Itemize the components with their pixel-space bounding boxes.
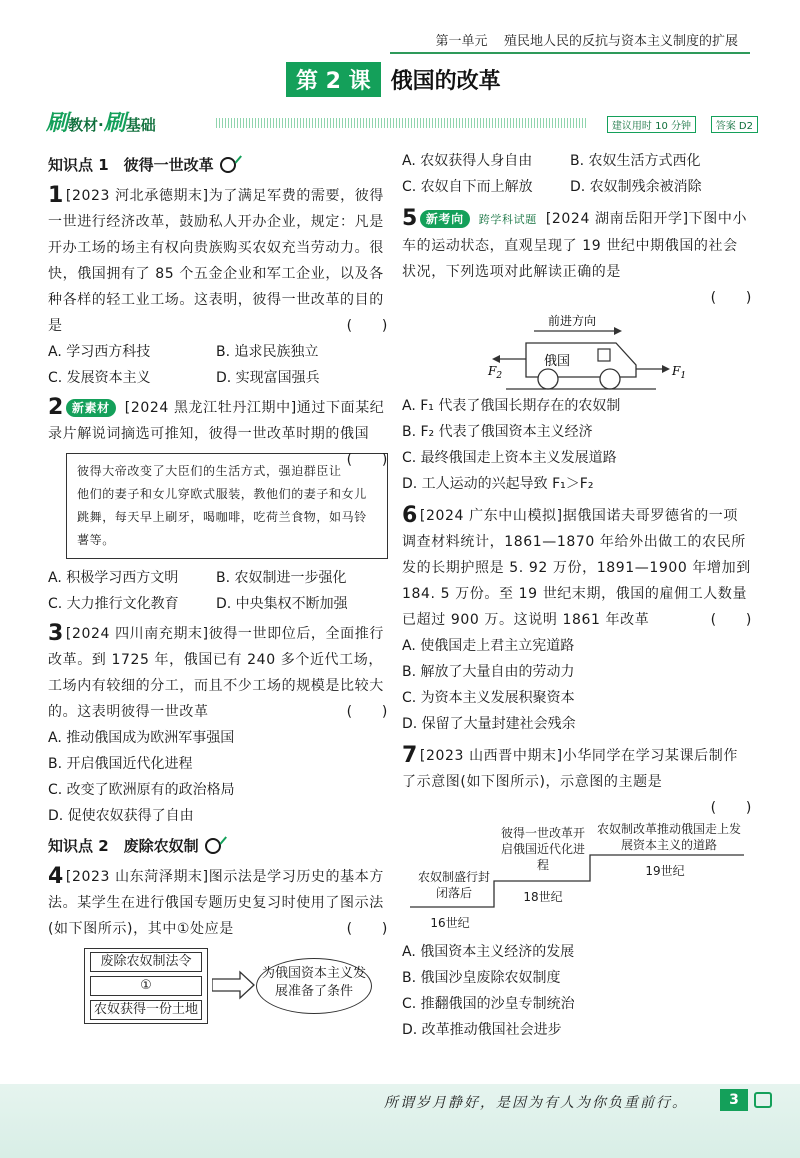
f2-label: $F_2$ [488,364,503,381]
quote-box: 彼得大帝改变了大臣们的生活方式，强迫群臣让他们的妻子和女儿穿欧式服装，教他们的妻子和女儿跳舞，每天早上刷牙，喝咖啡，吃荷兰食物，如马铃薯等。 [66,453,388,559]
option[interactable]: D. 改革推动俄国社会进步 [402,1022,562,1038]
f1-arrowhead-icon [662,365,670,373]
answer-blank: ( ) [346,452,388,468]
answer-blank: ( ) [710,612,752,628]
question-text: [2023 河北承德期末]为了满足军费的需要，彼得一世进行经济改革，鼓励私人开办企业，规定：凡是开办工场的场主有权向贵族购买农奴充当劳动力。很快，俄国拥有了 85 个五金企业和军工企业，以及各种各样的轻工业工场。这表明，彼得一世改革的目的是 [48,188,384,334]
question-text: [2024 黑龙江牡丹江期中]通过下面某纪录片解说词摘选可推知，彼得一世改革时期的俄国 [48,400,385,442]
question-1-options [48,339,388,391]
brand-logo: 刷教材·刷基础 [46,111,156,136]
target-icon [205,838,221,854]
option[interactable]: D. 中央集权不断加强 [216,596,348,612]
option[interactable]: B. F₂ 代表了俄国资本主义经济 [402,424,593,440]
new-direction-tag: 新考向 [420,210,470,228]
answer-blank: ( ) [710,290,752,306]
option[interactable]: A. 使俄国走上君主立宪道路 [402,638,575,654]
answer-blank: ( ) [710,800,752,816]
question-number: 5 [402,206,418,231]
option[interactable]: A. F₁ 代表了俄国长期存在的农奴制 [402,398,621,414]
question-1 [48,183,388,339]
question-number: 3 [48,621,64,646]
footer-motto: 所谓岁月静好，是因为有人为你负重前行。 [384,1095,688,1111]
lesson-title [286,60,501,98]
step-1-label: 农奴制盛行封闭落后 [417,870,490,900]
option[interactable]: D. 保留了大量封建社会残余 [402,716,576,732]
diagram-box-decree: 废除农奴制法令 [90,952,202,972]
option[interactable]: D. 实现富国强兵 [216,370,320,386]
option[interactable]: A. 农奴获得人身自由 [402,153,533,169]
option[interactable]: B. 俄国沙皇废除农奴制度 [402,970,561,986]
running-header [0,30,800,52]
right-arrow-icon [212,970,256,1000]
car-label: 俄国 [544,354,571,369]
option[interactable]: C. 农奴自下而上解放 [402,179,533,195]
car-force-diagram [486,313,726,393]
suggested-time-badge: 建议用时 10 分钟 [607,116,696,133]
header-rule [390,52,750,54]
question-number: 4 [48,864,64,889]
option[interactable]: C. 为资本主义发展积聚资本 [402,690,575,706]
question-text: [2023 山东菏泽期末]图示法是学习历史的基本方法。某学生在进行俄国专题历史复习时使用了图示法(如下图所示)，其中①处应是 [48,869,384,937]
question-7-stair-diagram [410,822,752,933]
new-material-tag: 新素材 [66,399,116,417]
cart-icon [754,1092,772,1108]
question-6 [402,503,752,633]
right-column [402,148,752,1043]
option[interactable]: C. 改变了欧洲原有的政治格局 [48,782,235,798]
page-number: 3 [720,1089,748,1111]
option[interactable]: B. 追求民族独立 [216,344,319,360]
question-7 [402,743,752,821]
question-2-options [48,565,388,617]
option[interactable]: C. 最终俄国走上资本主义发展道路 [402,450,617,466]
option[interactable]: C. 大力推行文化教育 [48,596,179,612]
question-7-options [402,939,752,1043]
question-4-diagram [84,948,388,1026]
f2-arrowhead-icon [492,355,500,363]
option[interactable]: A. 俄国资本主义经济的发展 [402,944,575,960]
diagram-box-blank: ① [90,976,202,996]
decorative-stripe [216,118,588,128]
lesson-name: 俄国的改革 [390,68,501,94]
option[interactable]: C. 发展资本主义 [48,370,151,386]
question-6-options [402,633,752,737]
question-4-options [402,148,752,200]
answer-blank: ( ) [346,704,388,720]
question-3 [48,621,388,725]
answer-blank: ( ) [346,921,388,937]
knowledge-point-2: 知识点 2 废除农奴制 [48,835,388,856]
option[interactable]: B. 农奴生活方式西化 [570,153,701,169]
option[interactable]: A. 学习西方科技 [48,344,151,360]
option[interactable]: C. 推翻俄国的沙皇专制统治 [402,996,575,1012]
question-text: [2024 四川南充期末]彼得一世即位后，全面推行改革。到 1725 年，俄国已有 240 多个近代工场，工场内有较细的分工，而且不少工场的规模是比较大的。这表明彼得一世改革 [48,626,384,720]
question-5-options [402,393,752,497]
option[interactable]: A. 推动俄国成为欧洲军事强国 [48,730,235,746]
step-2-label: 彼得一世改革开启俄国近代化进程 [500,826,585,872]
option[interactable]: B. 解放了大量自由的劳动力 [402,664,575,680]
question-3-options [48,725,388,829]
left-column [48,150,388,1034]
option[interactable]: D. 农奴制残余被消除 [570,179,702,195]
question-text: [2023 山西晋中期末]小华同学在学习某课后制作了示意图(如下图所示)，示意图的主题是 [402,748,738,790]
answer-page-badge: 答案 D2 [711,116,758,133]
knowledge-point-1: 知识点 1 彼得一世改革 [48,154,388,175]
option[interactable]: D. 促使农奴获得了自由 [48,808,194,824]
lesson-number: 第 2 课 [286,62,381,97]
direction-label: 前进方向 [548,314,597,328]
question-number: 2 [48,395,64,420]
page-footer [0,1084,800,1158]
step-2-time: 18世纪 [523,890,563,904]
cross-discipline-tag: 跨学科试题 [478,213,537,226]
option[interactable]: D. 工人运动的兴起导致 F₁＞F₂ [402,476,594,492]
option[interactable]: A. 积极学习西方文明 [48,570,179,586]
question-text: [2024 湖南岳阳开学]下图中小车的运动状态，直观呈现了 19 世纪中期俄国的社会状况，下列选项对此解读正确的是 [402,211,748,280]
question-number: 6 [402,503,418,528]
unit-label: 第一单元 [435,34,488,49]
step-3-time: 19世纪 [645,864,685,878]
question-number: 7 [402,743,418,768]
car-window [598,349,610,361]
question-number: 1 [48,183,64,208]
question-5 [402,206,752,311]
f1-label: $F_1$ [672,364,687,381]
option[interactable]: B. 农奴制进一步强化 [216,570,347,586]
option[interactable]: B. 开启俄国近代化进程 [48,756,193,772]
diagram-ellipse-result: 为俄国资本主义发展准备了条件 [256,958,372,1014]
direction-arrowhead-icon [614,327,622,335]
section-banner [46,104,758,140]
target-icon [220,157,236,173]
car-wheel [600,369,620,389]
answer-blank: ( ) [346,318,388,334]
car-wheel [538,369,558,389]
unit-title: 殖民地人民的反抗与资本主义制度的扩展 [503,34,738,49]
question-4 [48,864,388,942]
step-3-label: 农奴制改革推动俄国走上发展资本主义的道路 [596,822,741,852]
question-2 [48,395,388,468]
step-1-time: 16世纪 [430,916,470,930]
diagram-box-land: 农奴获得一份土地 [90,1000,202,1020]
question-text: [2024 广东中山模拟]据俄国诺夫哥罗德省的一项调查材料统计，1861—1870 年给外出做工的农民所发的长期护照是 5. 92 万份，1891—1900 年增加到 184. 5 万份。至 19 世纪末期，俄国的雇佣工人数量已超过 900 万。这说明 1861 年改革 [402,508,751,628]
